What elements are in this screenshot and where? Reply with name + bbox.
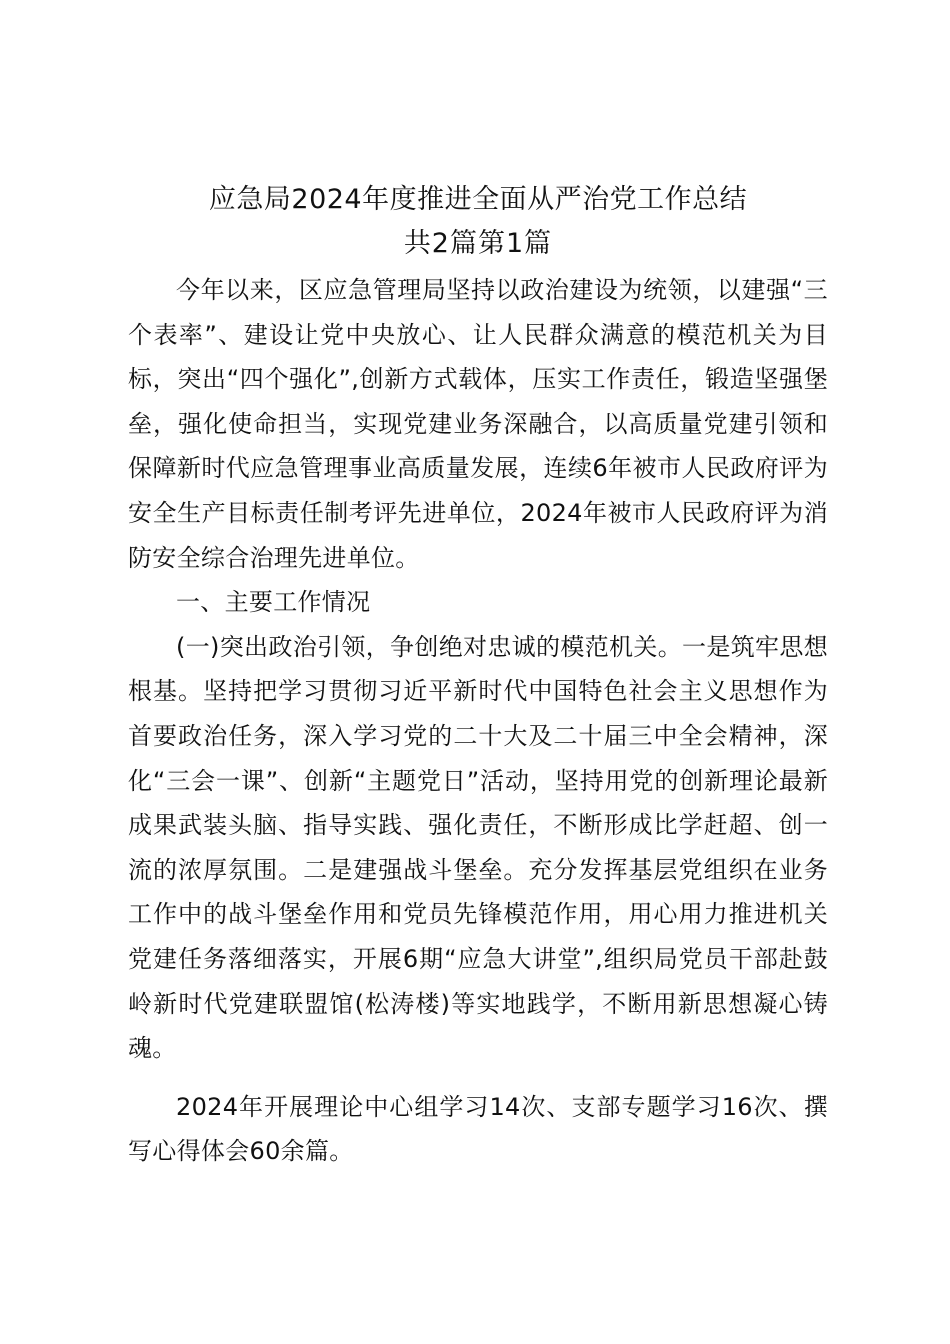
body-paragraph-study-stats: 2024年开展理论中心组学习14次、支部专题学习16次、撰写心得体会60余篇。 [128,1092,828,1166]
document-title: 应急局2024年度推进全面从严治党工作总结 [208,184,748,215]
document-body [128,178,828,1174]
document-subtitle: 共2篇第1篇 [403,228,553,259]
intro-paragraph: 今年以来，区应急管理局坚持以政治建设为统领，以建强“三个表率”、建设让党中央放心、让人民群众满意的模范机关为目标，突出“四个强化”,创新方式载体，压实工作责任，锻造坚强堡垒，强化使命担当，实现党建业务深融合，以高质量党建引领和保障新时代应急管理事业高质量发展，连续6年被市人民政府评为安全生产目标责任制考评先进单位，2024年被市人民政府评为消防安全综合治理先进单位。 [128,276,828,572]
body-paragraph-political-leadership: (一)突出政治引领，争创绝对忠诚的模范机关。一是筑牢思想根基。坚持把学习贯彻习近平新时代中国特色社会主义思想作为首要政治任务，深入学习党的二十大及二十届三中全会精神，深化“三会一课”、创新“主题党日”活动，坚持用党的创新理论最新成果武装头脑、指导实践、强化责任，不断形成比学赶超、创一流的浓厚氛围。二是建强战斗堡垒。充分发挥基层党组织在业务工作中的战斗堡垒作用和党员先锋模范作用，用心用力推进机关党建任务落细落实，开展6期“应急大讲堂”,组织局党员干部赴鼓岭新时代党建联盟馆(松涛楼)等实地践学，不断用新思想凝心铸魂。 [128,632,828,1063]
section-heading: 一、主要工作情况 [176,588,371,617]
